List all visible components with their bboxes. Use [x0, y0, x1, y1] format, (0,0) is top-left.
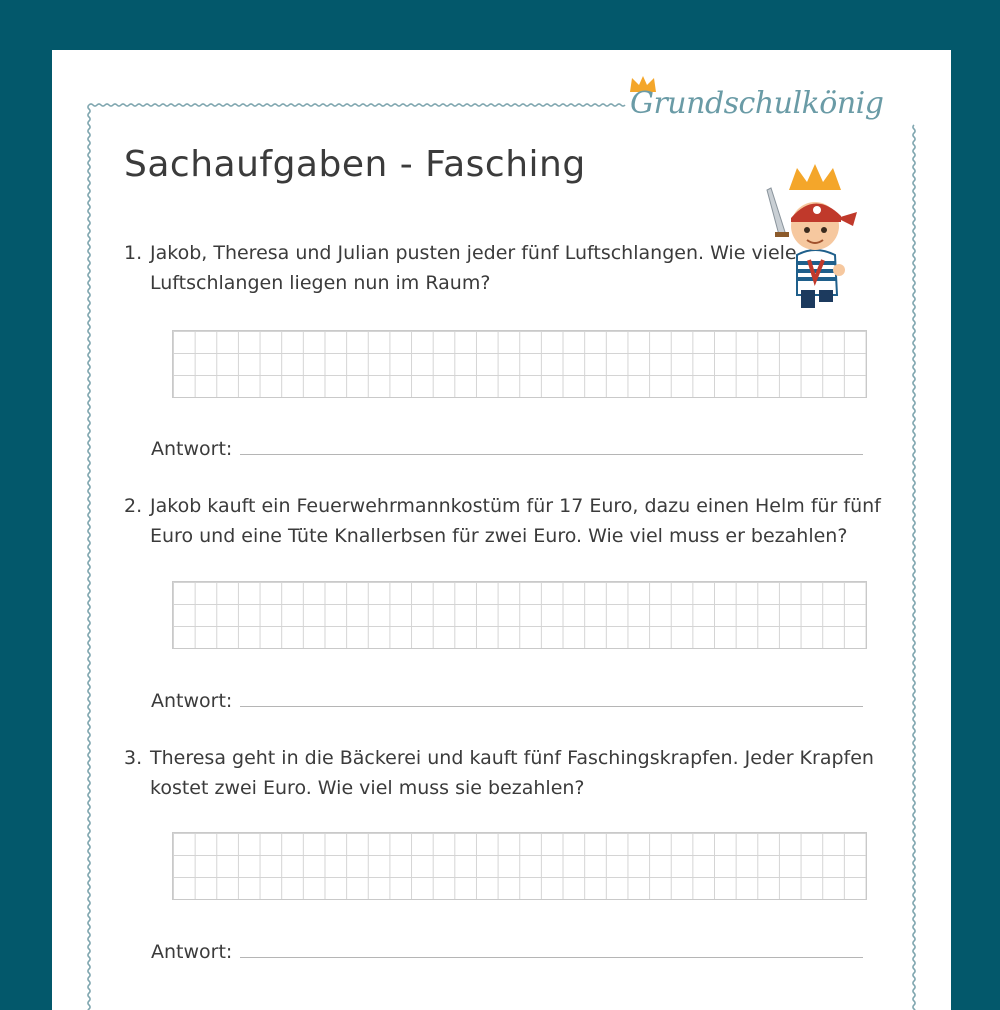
task-1	[124, 238, 884, 298]
task-2-number: 2.	[124, 495, 143, 517]
task-3-grid[interactable]	[172, 832, 867, 900]
task-2-grid[interactable]	[172, 581, 867, 649]
task-1-text	[124, 238, 884, 298]
worksheet	[52, 50, 951, 1010]
task-3-answer[interactable]	[151, 933, 863, 963]
task-3	[124, 743, 884, 803]
task-3-number: 3.	[124, 747, 143, 769]
border-wave-line	[89, 104, 625, 106]
border-wave-line	[913, 125, 915, 1010]
task-1-grid[interactable]	[172, 330, 867, 398]
task-2-text	[124, 491, 884, 551]
task-1-answer-label: Antwort:	[151, 438, 233, 460]
task-2-answer[interactable]	[151, 682, 863, 712]
task-3-text	[124, 743, 884, 803]
task-2-answer-label: Antwort:	[151, 690, 233, 712]
brand-name: Grundschulkönig	[630, 86, 884, 121]
task-2-question: Jakob kauft ein Feuerwehrmannkostüm für 17 Euro, dazu einen Helm für fünf Euro und eine Tüte Knallerbsen für zwei Euro. Wie viel muss er bezahlen?	[150, 495, 881, 547]
task-2	[124, 491, 884, 551]
page-title: Sachaufgaben - Fasching	[124, 144, 586, 185]
border-wave-line	[88, 105, 90, 1010]
task-1-number: 1.	[124, 242, 143, 264]
task-1-answer[interactable]	[151, 430, 863, 460]
task-1-question: Jakob, Theresa und Julian pusten jeder fünf Luftschlangen. Wie viele Luftschlangen liegen nun im Raum?	[150, 242, 797, 294]
task-2-answer-line[interactable]	[240, 706, 863, 707]
task-3-answer-label: Antwort:	[151, 941, 233, 963]
task-3-question: Theresa geht in die Bäckerei und kauft fünf Faschingskrapfen. Jeder Krapfen kostet zwei Euro. Wie viel muss sie bezahlen?	[150, 747, 874, 799]
task-3-answer-line[interactable]	[240, 957, 863, 958]
task-1-answer-line[interactable]	[240, 454, 863, 455]
